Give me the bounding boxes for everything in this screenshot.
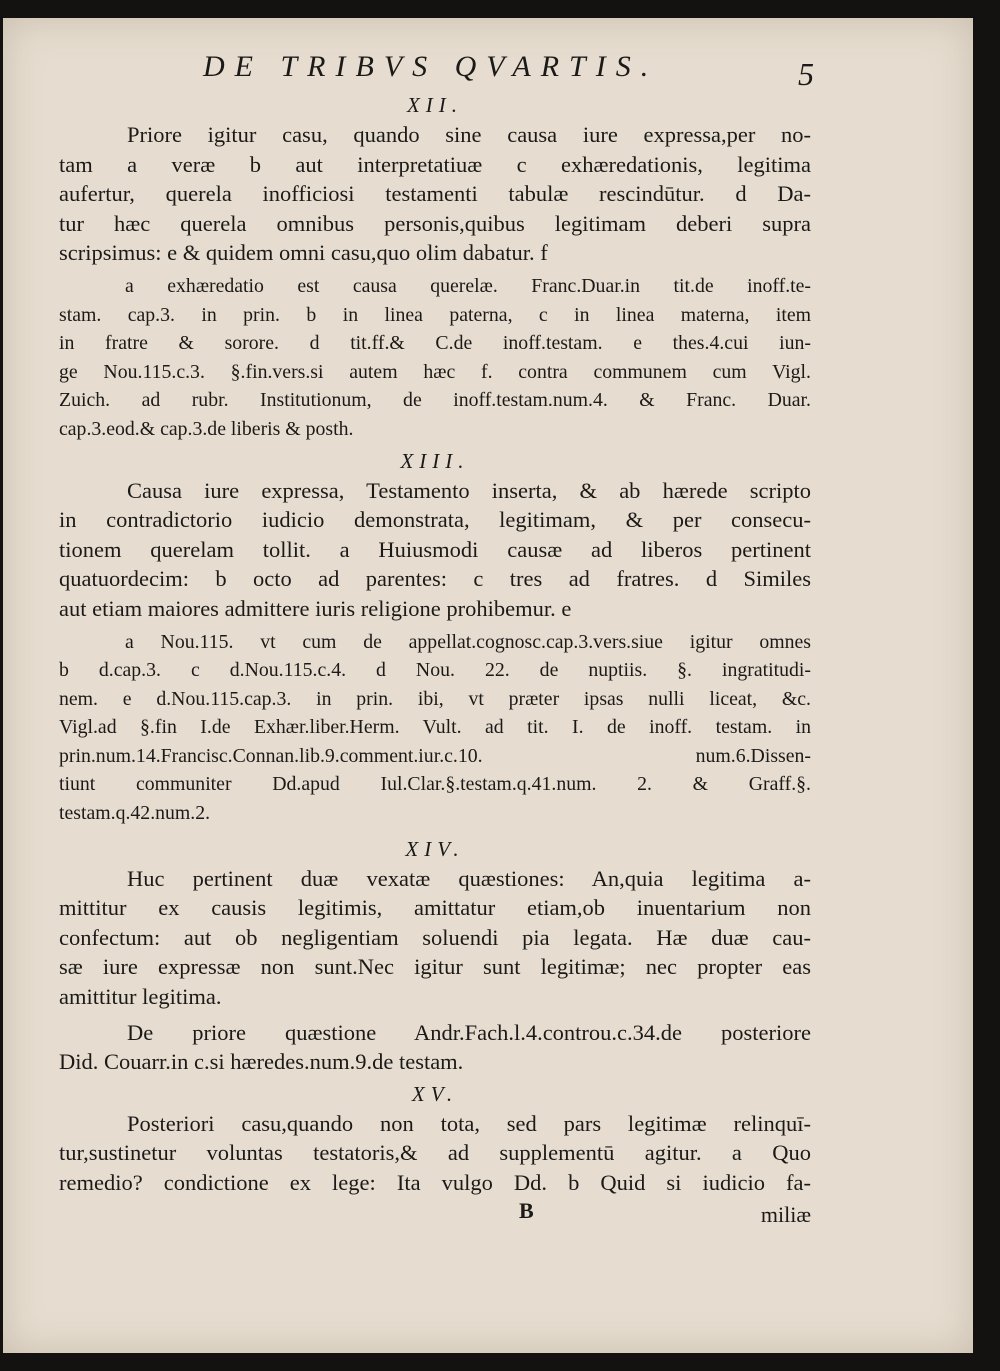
catchword: miliæ: [760, 1201, 811, 1227]
body-line: tur hæc querela omnibus personis,quibus legitimam deberi supra: [59, 210, 811, 236]
section-xiv-body: [59, 864, 811, 1012]
body-line: remedio? condictione ex lege: Ita vulgo Dd. b Quid si iudicio fa-: [59, 1170, 811, 1195]
body-line: scripsimus: e & quidem omni casu,quo olim dabatur. f: [59, 240, 548, 266]
body-line: sæ iure expressæ non sunt.Nec igitur sunt legitimæ; nec propter eas: [59, 954, 811, 980]
body-line: aufertur, querela inofficiosi testamenti tabulæ rescindūtur. d Da-: [59, 181, 811, 207]
section-xii-body: [59, 120, 811, 268]
section-xiv-references: [59, 1018, 811, 1077]
body-line: Priore igitur casu, quando sine causa iure expressa,per no-: [127, 122, 811, 147]
note-line: stam. cap.3. in prin. b in linea paterna, c in linea materna, item: [59, 303, 811, 326]
note-line: ge Nou.115.c.3. §.fin.vers.si autem hæc f. contra communem cum Vigl.: [59, 360, 811, 383]
body-line: Posteriori casu,quando non tota, sed pars legitimæ relinquī-: [127, 1110, 811, 1136]
note-line: testam.q.42.num.2.: [59, 802, 211, 825]
note-line: nem. e d.Nou.115.cap.3. in prin. ibi, vt præter ipsas nulli liceat, &c.: [59, 687, 811, 710]
body-line: Huc pertinent duæ vexatæ quæstiones: An,quia legitima a-: [127, 865, 811, 891]
body-line: Did. Couarr.in c.si hæredes.num.9.de testam.: [59, 1049, 464, 1075]
note-line: Zuich. ad rubr. Institutionum, de inoff.testam.num.4. & Franc. Duar.: [59, 389, 811, 412]
running-head: DE TRIBVS QVARTIS.: [203, 50, 659, 83]
body-line: quatuordecim: b octo ad parentes: c tres ad fratres. d Similes: [59, 566, 811, 592]
note-line: cap.3.eod.& cap.3.de liberis & posth.: [59, 417, 354, 440]
section-xv-body: [59, 1109, 811, 1198]
note-line: a exhæredatio est causa querelæ. Franc.Duar.in tit.de inoff.te-: [125, 274, 811, 297]
note-line: prin.num.14.Francisc.Connan.lib.9.comment.iur.c.10. num.6.Dissen-: [59, 744, 811, 767]
section-heading-xv: XV.: [411, 1081, 459, 1106]
note-line: a Nou.115. vt cum de appellat.cognosc.cap.3.vers.siue igitur omnes: [125, 630, 811, 653]
signature-mark: B: [519, 1197, 534, 1223]
body-line: tur,sustinetur voluntas testatoris,& ad supplementū agitur. a Quo: [59, 1140, 811, 1166]
note-line: b d.cap.3. c d.Nou.115.c.4. d Nou. 22. de nuptiis. §. ingratitudi-: [59, 659, 811, 682]
page-footer: [59, 1198, 811, 1228]
main-text: [59, 88, 811, 1228]
body-line: De priore quæstione Andr.Fach.l.4.controu.c.34.de posteriore: [127, 1019, 811, 1045]
note-line: Vigl.ad §.fin I.de Exhær.liber.Herm. Vult. ad tit. I. de inoff. testam. in: [59, 716, 811, 739]
body-line: in contradictorio iudicio demonstrata, legitimam, & per consecu-: [59, 507, 811, 533]
body-line: confectum: aut ob negligentiam soluendi pia legata. Hæ duæ cau-: [59, 924, 811, 950]
section-xii-notes: [59, 272, 811, 444]
body-line: Causa iure expressa, Testamento inserta, & ab hærede scripto: [127, 477, 811, 503]
note-line: in fratre & sorore. d tit.ff.& C.de inoff.testam. e thes.4.cui iun-: [59, 332, 811, 355]
section-heading-xii: XII.: [406, 93, 464, 117]
section-heading-xiii: XIII.: [400, 448, 470, 473]
body-line: tam a veræ b aut interpretatiuæ c exhæredationis, legitima: [59, 151, 811, 177]
page-number: 5: [798, 56, 814, 92]
body-line: aut etiam maiores admittere iuris religione prohibemur. e: [59, 595, 572, 621]
section-xiii-notes: [59, 628, 811, 828]
body-line: tionem querelam tollit. a Huiusmodi causæ ad liberos pertinent: [59, 536, 811, 562]
section-heading-xiv: XIV.: [405, 836, 465, 861]
body-line: amittitur legitima.: [59, 984, 222, 1010]
book-page: [3, 18, 973, 1353]
section-xiii-body: [59, 476, 811, 624]
body-line: mittitur ex causis legitimis, amittatur etiam,ob inuentarium non: [59, 895, 811, 921]
note-line: tiunt communiter Dd.apud Iul.Clar.§.testam.q.41.num. 2. & Graff.§.: [59, 773, 811, 796]
